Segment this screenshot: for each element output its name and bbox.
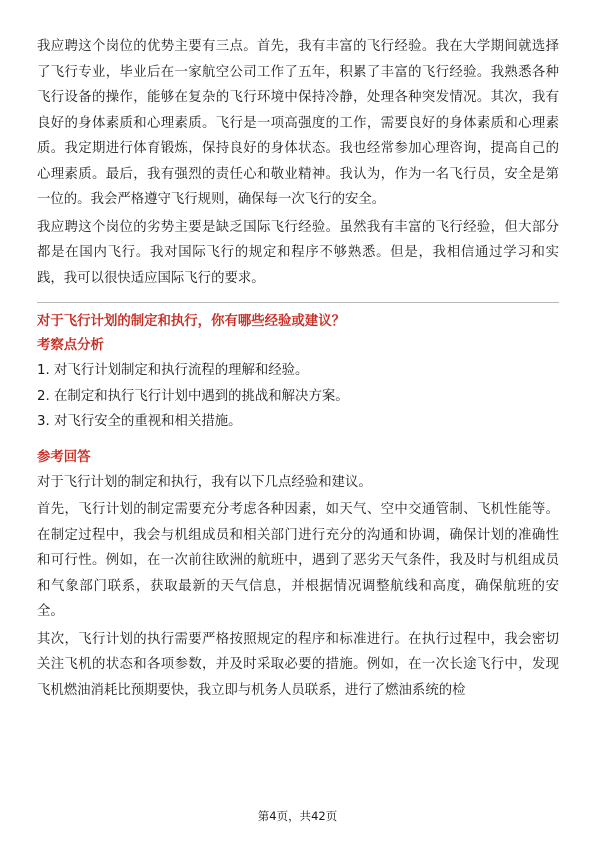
answer-paragraph-planning: 首先，飞行计划的制定需要充分考虑各种因素，如天气、空中交通管制、飞机性能等。在制定过程中，我会与机组成员和相关部门进行充分的沟通和协调，确保计划的准确性和可行性。例如，在一次前往欧洲的航班中，遇到了恶劣天气条件，我及时与机组成员和气象部门联系，获取最新的天气信息，并根据情况调整航线和高度，确保航班的安全。	[37, 502, 559, 619]
weaknesses-paragraph: 我应聘这个岗位的劣势主要是缺乏国际飞行经验。虽然我有丰富的飞行经验，但大部分都是在国内飞行。我对国际飞行的规定和程序不够熟悉。但是，我相信通过学习和实践，我可以很快适应国际飞行的要求。	[37, 219, 559, 286]
answer-paragraph-execution: 其次，飞行计划的执行需要严格按照规定的程序和标准进行。在执行过程中，我会密切关注飞机的状态和各项参数，并及时采取必要的措施。例如，在一次长途飞行中，发现飞机燃油消耗比预期要快，我立即与机务人员联系，进行了燃油系统的检	[37, 631, 559, 698]
strengths-paragraph: 我应聘这个岗位的优势主要有三点。首先，我有丰富的飞行经验。我在大学期间就选择了飞行专业，毕业后在一家航空公司工作了五年，积累了丰富的飞行经验。我熟悉各种飞行设备的操作，能够在复杂的飞行环境中保持冷静，处理各种突发情况。其次，我有良好的身体素质和心理素质。飞行是一项高强度的工作，需要良好的身体素质和心理素质。我定期进行体育锻炼，保持良好的身体状态。我也经常参加心理咨询，提高自己的心理素质。最后，我有强烈的责任心和敬业精神。我认为，作为一名飞行员，安全是第一位的。我会严格遵守飞行规则，确保每一次飞行的安全。	[37, 39, 559, 207]
section-divider	[37, 302, 559, 303]
document-page	[37, 34, 559, 705]
page-number: 第4页，共42页	[257, 809, 338, 823]
analysis-heading: 考察点分析	[37, 338, 104, 353]
answer-heading: 参考回答	[37, 449, 91, 465]
question-heading: 对于飞行计划的制定和执行，你有哪些经验或建议？	[37, 314, 345, 329]
spacer	[37, 435, 559, 446]
analysis-item-2: 2. 在制定和执行飞行计划中遇到的挑战和解决方案。	[37, 388, 349, 404]
answer-intro: 对于飞行计划的制定和执行，我有以下几点经验和建议。	[37, 474, 372, 490]
analysis-item-3: 3. 对飞行安全的重视和相关措施。	[37, 414, 242, 429]
analysis-item-1: 1. 对飞行计划制定和执行流程的理解和经验。	[37, 363, 309, 378]
